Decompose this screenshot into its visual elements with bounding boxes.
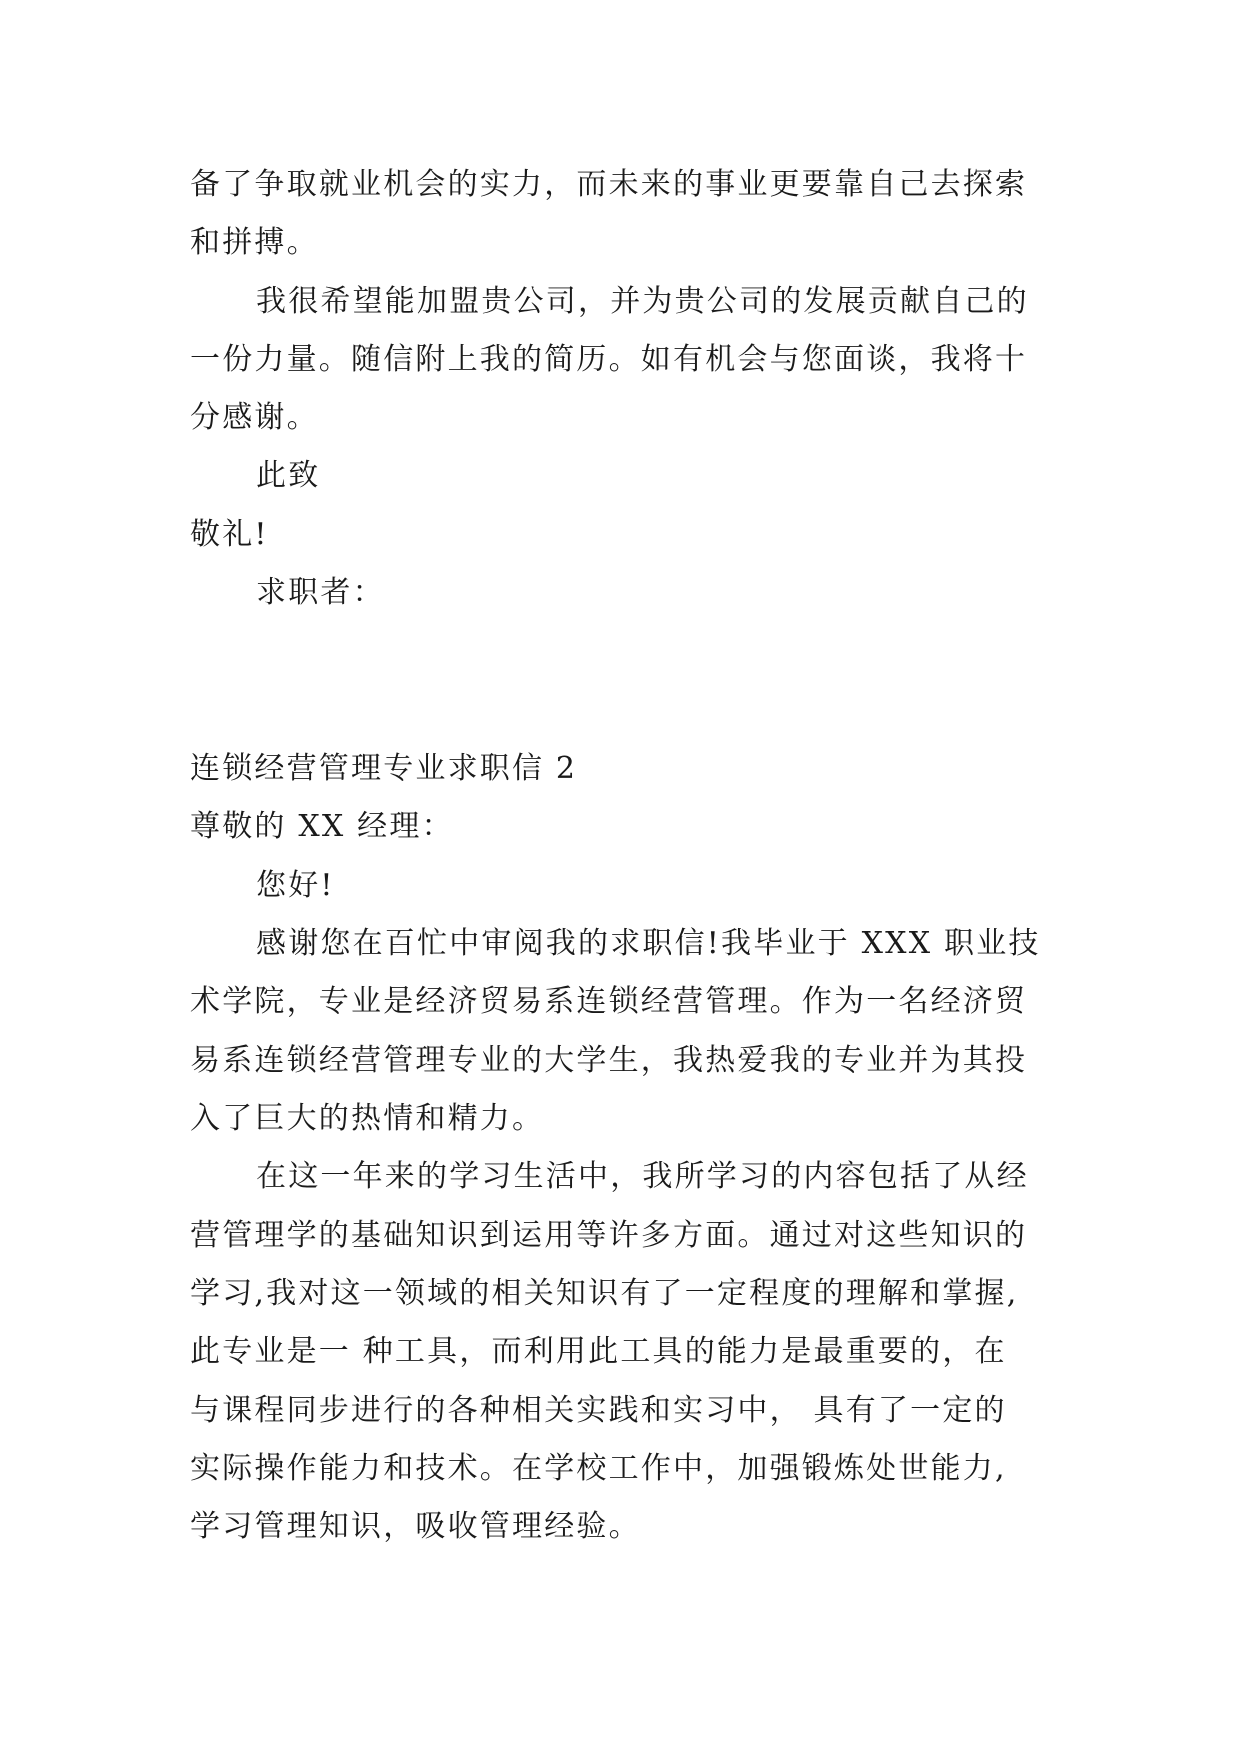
paragraph-line: 分感谢。 bbox=[190, 400, 319, 435]
salutation: 尊敬的 XX 经理： bbox=[190, 809, 454, 844]
paragraph-line: 入了巨大的热情和精力。 bbox=[190, 1101, 545, 1136]
paragraph-line: 学习,我对这一领域的相关知识有了一定程度的理解和掌握, bbox=[190, 1276, 1019, 1311]
paragraph-line: 与课程同步进行的各种相关实践和实习中， 具有了一定的 bbox=[190, 1393, 1007, 1428]
signature-line: 求职者： bbox=[256, 575, 385, 610]
paragraph-line: 一份力量。随信附上我的简历。如有机会与您面谈，我将十 bbox=[190, 342, 1028, 377]
paragraph-line: 术学院，专业是经济贸易系连锁经营管理。作为一名经济贸 bbox=[190, 984, 1028, 1019]
paragraph-line: 学习管理知识，吸收管理经验。 bbox=[190, 1509, 641, 1544]
closing-line: 敬礼! bbox=[190, 517, 269, 552]
paragraph-line: 易系连锁经营管理专业的大学生，我热爱我的专业并为其投 bbox=[190, 1043, 1028, 1078]
paragraph-line: 实际操作能力和技术。在学校工作中，加强锻炼处世能力, bbox=[190, 1451, 1007, 1486]
paragraph-line: 感谢您在百忙中审阅我的求职信!我毕业于 XXX 职业技 bbox=[256, 926, 1041, 961]
greeting: 您好! bbox=[256, 868, 335, 903]
paragraph-line: 营管理学的基础知识到运用等许多方面。通过对这些知识的 bbox=[190, 1218, 1028, 1253]
section-title: 连锁经营管理专业求职信 2 bbox=[190, 751, 578, 786]
closing-line: 此致 bbox=[256, 458, 321, 493]
paragraph-line: 在这一年来的学习生活中，我所学习的内容包括了从经 bbox=[256, 1159, 1029, 1194]
paragraph-line: 备了争取就业机会的实力，而未来的事业更要靠自己去探索 bbox=[190, 167, 1028, 202]
paragraph-line: 和拼搏。 bbox=[190, 225, 319, 260]
paragraph-line: 此专业是一 种工具，而利用此工具的能力是最重要的，在 bbox=[190, 1334, 1007, 1369]
paragraph-line: 我很希望能加盟贵公司，并为贵公司的发展贡献自己的 bbox=[256, 284, 1029, 319]
